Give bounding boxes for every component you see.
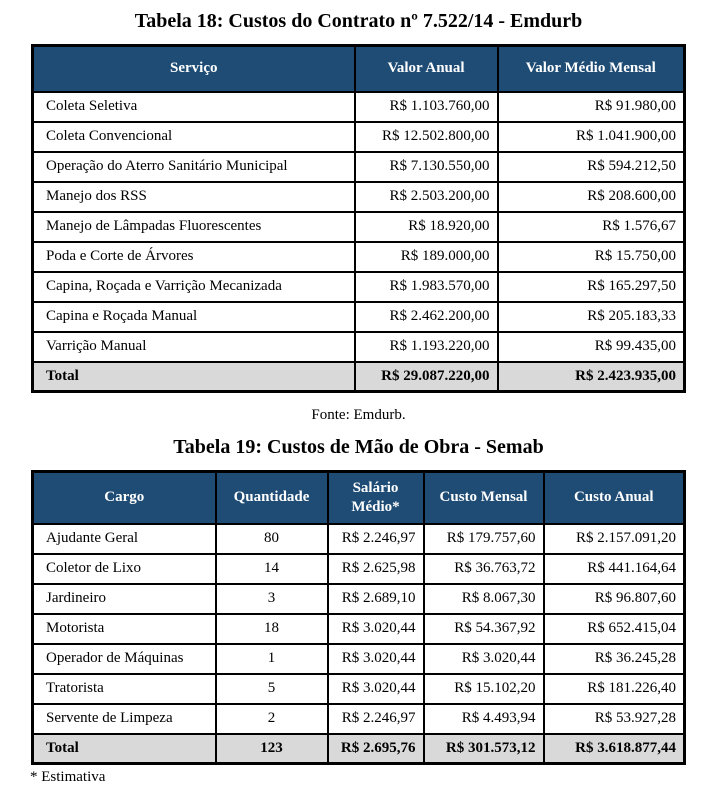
table-cell-salario: R$ 3.020,44	[328, 674, 424, 704]
table-row	[33, 332, 685, 362]
table-row	[33, 92, 685, 122]
table-cell-custo-anual: R$ 36.245,28	[544, 644, 685, 674]
table-cell-valor-medio: R$ 165.297,50	[498, 272, 685, 302]
table-cell-servico: Manejo de Lâmpadas Fluorescentes	[33, 212, 355, 242]
table-cell-servico: Operação do Aterro Sanitário Municipal	[33, 152, 355, 182]
table-cell-cargo: Motorista	[33, 614, 216, 644]
table-cell-cargo: Ajudante Geral	[33, 524, 216, 554]
table-cell-valor-medio: R$ 99.435,00	[498, 332, 685, 362]
table-row	[33, 554, 685, 584]
table-cell-valor-anual: R$ 7.130.550,00	[355, 152, 498, 182]
table19-header-cargo: Cargo	[33, 472, 216, 524]
table-cell-cargo: Coletor de Lixo	[33, 554, 216, 584]
table19-total-row	[33, 734, 685, 764]
table-cell-quantidade: 2	[216, 704, 328, 734]
table-cell-valor-medio: R$ 1.041.900,00	[498, 122, 685, 152]
table-cell-valor-anual: R$ 1.103.760,00	[355, 92, 498, 122]
table-cell-custo-mensal: R$ 36.763,72	[424, 554, 544, 584]
table-cell-custo-mensal: R$ 4.493,94	[424, 704, 544, 734]
table-cell-custo-anual: R$ 652.415,04	[544, 614, 685, 644]
table-cell-quantidade: 1	[216, 644, 328, 674]
table19-header-custo-anual: Custo Anual	[544, 472, 685, 524]
table-cell-valor-medio: R$ 15.750,00	[498, 242, 685, 272]
total-quantidade: 123	[216, 734, 328, 764]
table-cell-salario: R$ 2.689,10	[328, 584, 424, 614]
table-cell-custo-anual: R$ 53.927,28	[544, 704, 685, 734]
table-row	[33, 614, 685, 644]
table-cell-servico: Coleta Convencional	[33, 122, 355, 152]
table-cell-salario: R$ 2.625,98	[328, 554, 424, 584]
table-row	[33, 704, 685, 734]
table-cell-quantidade: 14	[216, 554, 328, 584]
table-cell-valor-anual: R$ 2.503.200,00	[355, 182, 498, 212]
table18-header-valor-anual: Valor Anual	[355, 46, 498, 92]
table18-header-valor-medio-mensal: Valor Médio Mensal	[498, 46, 685, 92]
table-cell-custo-anual: R$ 181.226,40	[544, 674, 685, 704]
table-cell-valor-medio: R$ 208.600,00	[498, 182, 685, 212]
table-cell-custo-anual: R$ 96.807,60	[544, 584, 685, 614]
table-cell-salario: R$ 3.020,44	[328, 644, 424, 674]
table18-header-servico: Serviço	[33, 46, 355, 92]
table19-header-row	[33, 472, 685, 524]
estimate-footnote: * Estimativa	[30, 769, 106, 785]
table-row	[33, 302, 685, 332]
table-cell-cargo: Jardineiro	[33, 584, 216, 614]
table19-title: Tabela 19: Custos de Mão de Obra - Semab	[173, 436, 544, 458]
table-cell-valor-medio: R$ 594.212,50	[498, 152, 685, 182]
table-cell-valor-medio: R$ 1.576,67	[498, 212, 685, 242]
table18-header-row	[33, 46, 685, 92]
total-valor-anual: R$ 29.087.220,00	[355, 362, 498, 392]
total-custo-mensal: R$ 301.573,12	[424, 734, 544, 764]
table-row	[33, 644, 685, 674]
table19-header-custo-mensal: Custo Mensal	[424, 472, 544, 524]
table-cell-salario: R$ 2.246,97	[328, 524, 424, 554]
table-row	[33, 272, 685, 302]
table-cell-cargo: Operador de Máquinas	[33, 644, 216, 674]
table-row	[33, 524, 685, 554]
table-cell-valor-anual: R$ 1.983.570,00	[355, 272, 498, 302]
table-cell-salario: R$ 2.246,97	[328, 704, 424, 734]
table-cell-custo-mensal: R$ 3.020,44	[424, 644, 544, 674]
table18-title: Tabela 18: Custos do Contrato nº 7.522/14 - Emdurb	[134, 10, 583, 32]
total-valor-medio: R$ 2.423.935,00	[498, 362, 685, 392]
table-cell-servico: Poda e Corte de Árvores	[33, 242, 355, 272]
table-cell-quantidade: 3	[216, 584, 328, 614]
table-row	[33, 152, 685, 182]
total-label: Total	[33, 362, 355, 392]
table-cell-custo-mensal: R$ 179.757,60	[424, 524, 544, 554]
table-cell-servico: Manejo dos RSS	[33, 182, 355, 212]
table-cell-custo-mensal: R$ 15.102,20	[424, 674, 544, 704]
total-label: Total	[33, 734, 216, 764]
table-row	[33, 674, 685, 704]
table-row	[33, 584, 685, 614]
table-cell-valor-medio: R$ 205.183,33	[498, 302, 685, 332]
table-row	[33, 212, 685, 242]
table19-header-salario-medio: Salário Médio*	[328, 472, 424, 524]
table-cell-quantidade: 5	[216, 674, 328, 704]
table-cell-quantidade: 18	[216, 614, 328, 644]
table-cell-cargo: Tratorista	[33, 674, 216, 704]
table-cell-quantidade: 80	[216, 524, 328, 554]
total-custo-anual: R$ 3.618.877,44	[544, 734, 685, 764]
table18-total-row	[33, 362, 685, 392]
table-cell-custo-mensal: R$ 8.067,30	[424, 584, 544, 614]
table18	[31, 44, 686, 393]
table-cell-servico: Capina e Roçada Manual	[33, 302, 355, 332]
table19	[31, 470, 686, 765]
table-row	[33, 122, 685, 152]
table-cell-servico: Capina, Roçada e Varrição Mecanizada	[33, 272, 355, 302]
table-cell-cargo: Servente de Limpeza	[33, 704, 216, 734]
table-cell-custo-mensal: R$ 54.367,92	[424, 614, 544, 644]
table-row	[33, 242, 685, 272]
table-cell-valor-anual: R$ 1.193.220,00	[355, 332, 498, 362]
table-cell-valor-anual: R$ 189.000,00	[355, 242, 498, 272]
table-cell-valor-medio: R$ 91.980,00	[498, 92, 685, 122]
table-cell-valor-anual: R$ 2.462.200,00	[355, 302, 498, 332]
table18-source-note: Fonte: Emdurb.	[311, 407, 406, 423]
table-cell-servico: Coleta Seletiva	[33, 92, 355, 122]
table-cell-valor-anual: R$ 12.502.800,00	[355, 122, 498, 152]
table-cell-valor-anual: R$ 18.920,00	[355, 212, 498, 242]
table-cell-servico: Varrição Manual	[33, 332, 355, 362]
table-cell-custo-anual: R$ 2.157.091,20	[544, 524, 685, 554]
total-salario: R$ 2.695,76	[328, 734, 424, 764]
table-cell-custo-anual: R$ 441.164,64	[544, 554, 685, 584]
table-cell-salario: R$ 3.020,44	[328, 614, 424, 644]
table-row	[33, 182, 685, 212]
table19-header-quantidade: Quantidade	[216, 472, 328, 524]
